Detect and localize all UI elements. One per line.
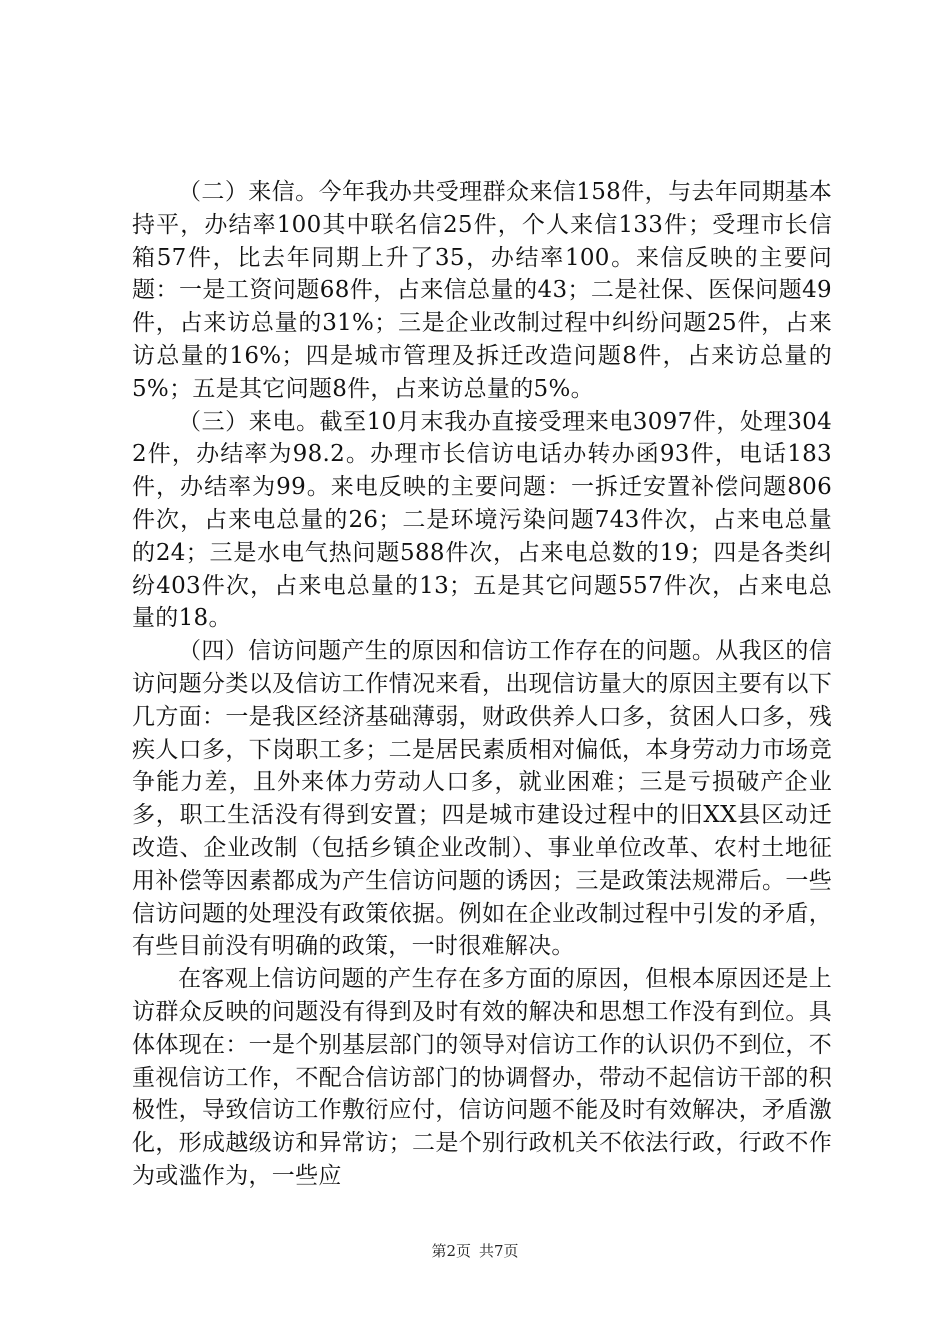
page-total: 共7页 bbox=[479, 1242, 519, 1260]
paragraph-letters: （二）来信。今年我办共受理群众来信158件，与去年同期基本持平，办结率100其中联名信25件，个人来信133件；受理市长信箱57件，比去年同期上升了35，办结率100。来信反映的主要问题：一是工资问题68件，占来信总量的43；二是社保、医保问题49件，占来访总量的31%；三是企业改制过程中纠纷问题25件，占来访总量的16%；四是城市管理及拆迁改造问题8件，占来访总量的5%；五是其它问题8件，占来访总量的5%。 bbox=[132, 179, 832, 402]
page-number: 第2页 bbox=[431, 1242, 471, 1260]
page-footer bbox=[0, 1241, 950, 1261]
paragraph-root-causes: 在客观上信访问题的产生存在多方面的原因，但根本原因还是上访群众反映的问题没有得到及时有效的解决和思想工作没有到位。具体体现在：一是个别基层部门的领导对信访工作的认识仍不到位，不重视信访工作，不配合信访部门的协调督办，带动不起信访干部的积极性，导致信访工作敷衍应付，信访问题不能及时有效解决，矛盾激化，形成越级访和异常访；二是个别行政机关不依法行政，行政不作为或滥作为，一些应 bbox=[132, 966, 832, 1189]
document-body bbox=[132, 176, 832, 1193]
paragraph-calls: （三）来电。截至10月末我办直接受理来电3097件，处理3042件，办结率为98.2。办理市长信访电话办转办函93件，电话183件，办结率为99。来电反映的主要问题：一拆迁安置补偿问题806件次，占来电总量的26；二是环境污染问题743件次，占来电总量的24；三是水电气热问题588件次，占来电总数的19；四是各类纠纷403件次，占来电总量的13；五是其它问题557件次，占来电总量的18。 bbox=[132, 408, 832, 632]
paragraph-causes: （四）信访问题产生的原因和信访工作存在的问题。从我区的信访问题分类以及信访工作情况来看，出现信访量大的原因主要有以下几方面：一是我区经济基础薄弱，财政供养人口多，贫困人口多，残疾人口多，下岗职工多；二是居民素质相对偏低，本身劳动力市场竞争能力差，且外来体力劳动人口多，就业困难；三是亏损破产企业多，职工生活没有得到安置；四是城市建设过程中的旧XX县区动迁改造、企业改制（包括乡镇企业改制）、事业单位改革、农村土地征用补偿等因素都成为产生信访问题的诱因；三是政策法规滞后。一些信访问题的处理没有政策依据。例如在企业改制过程中引发的矛盾，有些目前没有明确的政策，一时很难解决。 bbox=[132, 638, 832, 960]
